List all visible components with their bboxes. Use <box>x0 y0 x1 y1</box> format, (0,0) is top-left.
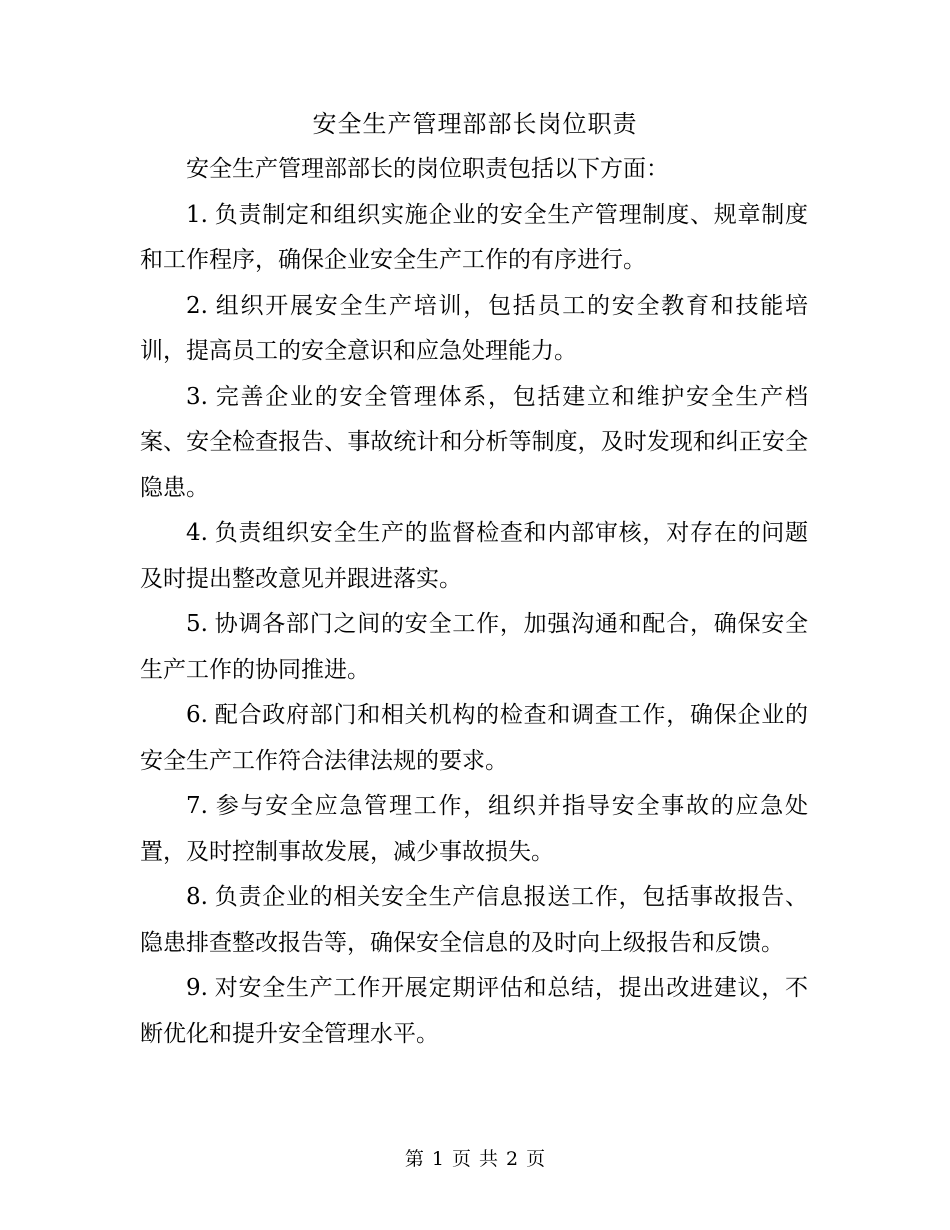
item-text: 负责制定和组织实施企业的安全生产管理制度、规章制度和工作程序，确保企业安全生产工作的有序进行。 <box>140 201 808 273</box>
item-text: 负责企业的相关安全生产信息报送工作，包括事故报告、隐患排查整改报告等，确保安全信息的及时向上级报告和反馈。 <box>140 884 808 956</box>
item-number: 5. <box>186 611 208 637</box>
item-text: 参与安全应急管理工作，组织并指导安全事故的应急处置，及时控制事故发展，减少事故损失。 <box>140 793 808 865</box>
document-body <box>140 147 808 1057</box>
document-title: 安全生产管理部部长岗位职责 <box>312 110 638 138</box>
list-item <box>140 193 808 284</box>
list-item <box>140 375 808 512</box>
list-item <box>140 693 808 784</box>
item-text: 配合政府部门和相关机构的检查和调查工作，确保企业的安全生产工作符合法律法规的要求。 <box>140 702 808 774</box>
item-text: 组织开展安全生产培训，包括员工的安全教育和技能培训，提高员工的安全意识和应急处理能力。 <box>140 292 808 364</box>
item-number: 2. <box>186 292 208 319</box>
item-number: 3. <box>186 383 208 410</box>
item-text: 协调各部门之间的安全工作，加强沟通和配合，确保安全生产工作的协同推进。 <box>140 611 808 683</box>
list-item <box>140 284 808 375</box>
intro-paragraph: 安全生产管理部部长的岗位职责包括以下方面： <box>186 156 669 182</box>
list-item <box>140 511 808 602</box>
item-text: 负责组织安全生产的监督检查和内部审核，对存在的问题及时提出整改意见并跟进落实。 <box>140 520 808 592</box>
list-item <box>140 784 808 875</box>
item-text: 对安全生产工作开展定期评估和总结，提出改进建议，不断优化和提升安全管理水平。 <box>140 975 808 1047</box>
list-item <box>140 875 808 966</box>
list-item <box>140 966 808 1057</box>
item-number: 1. <box>186 201 208 228</box>
item-text: 完善企业的安全管理体系，包括建立和维护安全生产档案、安全检查报告、事故统计和分析等制度，及时发现和纠正安全隐患。 <box>140 383 808 501</box>
page-footer: 第 1 页 共 2 页 <box>404 1148 546 1170</box>
item-number: 7. <box>186 793 208 819</box>
list-item <box>140 602 808 693</box>
item-number: 9. <box>186 975 208 1001</box>
item-number: 8. <box>186 884 208 910</box>
item-number: 6. <box>186 702 208 728</box>
item-number: 4. <box>186 520 208 546</box>
